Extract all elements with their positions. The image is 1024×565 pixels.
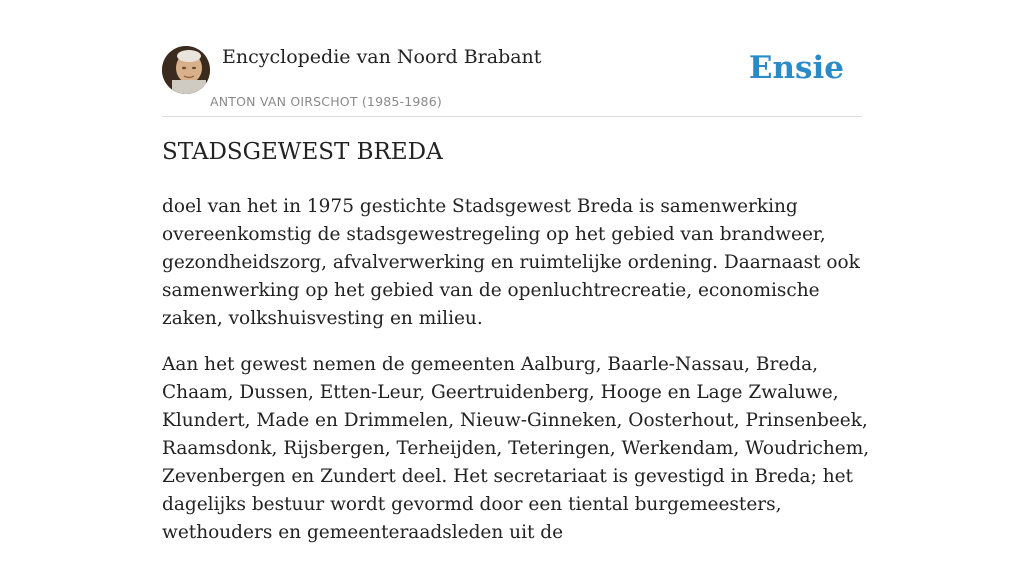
entry-body	[162, 193, 872, 565]
portrait-image	[162, 46, 210, 94]
book-title[interactable]: Encyclopedie van Noord Brabant	[222, 46, 542, 68]
author-avatar[interactable]	[162, 46, 210, 94]
ensie-logo[interactable]: Ensie	[748, 50, 844, 86]
author-name[interactable]: ANTON VAN OIRSCHOT (1985-1986)	[210, 94, 442, 109]
header	[162, 46, 862, 117]
paragraph-1: doel van het in 1975 gestichte Stadsgewest Breda is samenwerking overeenkomstig de stadsgewestregeling op het gebied van brandweer, gezondheidszorg, afvalverwerking en ruimtelijke ordening. Daarnaast ook samenwerking op het gebied van de openluchtrecreatie, economische zaken, volkshuisvesting en milieu.	[162, 196, 860, 329]
entry-title: STADSGEWEST BREDA	[162, 139, 443, 165]
paragraph-2: Aan het gewest nemen de gemeenten Aalburg, Baarle-Nassau, Breda, Chaam, Dussen, Etten-Leur, Geertruidenberg, Hooge en Lage Zwaluwe, Klundert, Made en Drimmelen, Nieuw-Ginneken, Oosterhout, Prinsenbeek, Raamsdonk, Rijsbergen, Terheijden, Teteringen, Werkendam, Woudrichem, Zevenbergen en Zundert deel. Het secretariaat is gevestigd in Breda; het dagelijks bestuur wordt gevormd door een tiental burgemeesters, wethouders en gemeenteraadsleden uit de	[162, 354, 870, 543]
